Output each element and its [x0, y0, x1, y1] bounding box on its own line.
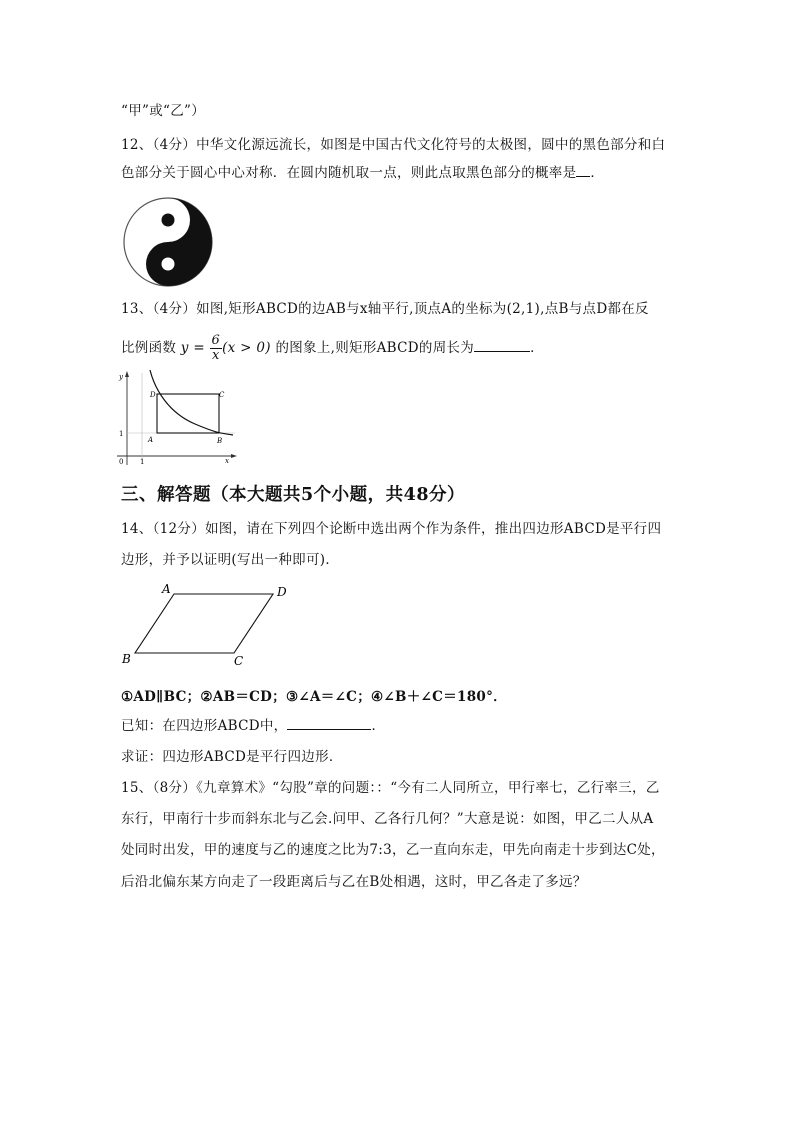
q11-tail-text: “甲”或“乙”） [121, 103, 206, 119]
x-axis-label: x [225, 457, 229, 465]
q12-line-1: 12、（4分）中华文化源远流长，如图是中国古代文化符号的太极图，圆中的黑色部分和白 [121, 137, 666, 153]
point-C-label: C [219, 391, 225, 399]
q14-line-2: 边形，并予以证明(写出一种即可)． [121, 552, 340, 568]
vertex-B-label: B [122, 652, 131, 666]
q13-fraction-denominator: x [212, 348, 220, 363]
q12-line-2 [121, 164, 604, 182]
y-axis-label: y [119, 373, 123, 381]
rectangle-ABCD [157, 394, 219, 433]
q14-conditions: ①AD∥BC；②AB＝CD；③∠A＝∠C；④∠B＋∠C＝180°． [121, 689, 507, 705]
q14-given-blank [287, 717, 371, 730]
q15-line-4: 后沿北偏东某方向走了一段距离后与乙在B处相遇，这时，甲乙各走了多远？ [121, 874, 587, 890]
q13-line-2-end: ． [530, 340, 544, 356]
q14-given-end: ． [371, 718, 386, 734]
q13-fraction-numerator: 6 [211, 333, 221, 348]
hyperbola-curve [150, 370, 233, 435]
q15-line-1: 15、（8分）《九章算术》“勾股”章的问题：：“今有二人同所立，甲行率七，乙行率三，乙 [121, 780, 660, 796]
point-B-label: B [217, 437, 223, 445]
q13-line-2-post: 的图象上,则矩形ABCD的周长为 [275, 340, 475, 356]
y-axis-arrow [125, 371, 129, 377]
q13-function-condition: (x > 0) [222, 340, 271, 356]
q14-parallelogram-figure [118, 580, 298, 670]
q12-line-2-text: 色部分关于圆心中心对称．在圆内随机取一点，则此点取黑色部分的概率是 [121, 165, 577, 181]
section-3-heading: 三、解答题（本大题共5个小题，共48分） [121, 485, 466, 505]
x-tick-label: 1 [140, 458, 145, 466]
q14-given-text: 已知：在四边形ABCD中， [121, 718, 288, 734]
taiji-figure [122, 196, 214, 288]
point-D-label: D [150, 391, 156, 399]
q12-answer-blank [576, 164, 590, 177]
q15-line-3: 处同时出发，甲的速度与乙的速度之比为7:3，乙一直向东走，甲先向南走十步到达C处， [121, 842, 665, 858]
q13-function-y: y = [180, 340, 205, 356]
q14-given [121, 717, 385, 735]
q14-prove: 求证：四边形ABCD是平行四边形． [121, 749, 343, 765]
q13-answer-blank [474, 339, 530, 352]
q13-line-2-pre: 比例函数 [121, 340, 177, 356]
origin-label: 0 [119, 458, 124, 466]
q12-line-2-end: ． [590, 165, 605, 181]
q13-graph [115, 368, 240, 468]
q13-function-fraction [210, 334, 223, 363]
parallelogram-ABCD [135, 594, 273, 653]
vertex-C-label: C [234, 654, 244, 668]
vertex-A-label: A [162, 582, 171, 596]
y-tick-label: 1 [119, 430, 124, 438]
q15-line-2: 东行，甲南行十步而斜东北与乙会.问甲、乙各行几何？”大意是说：如图，甲乙二人从A [121, 811, 654, 827]
point-A-label: A [148, 436, 154, 444]
x-axis-arrow [231, 454, 237, 458]
q13-line-2 [121, 333, 544, 363]
q14-line-1: 14、（12分）如图，请在下列四个论断中选出两个作为条件，推出四边形ABCD是平行四 [121, 521, 662, 537]
vertex-D-label: D [277, 585, 287, 599]
q13-line-1: 13、（4分）如图,矩形ABCD的边AB与x轴平行,顶点A的坐标为(2,1),点B与点D都在反 [121, 301, 649, 317]
